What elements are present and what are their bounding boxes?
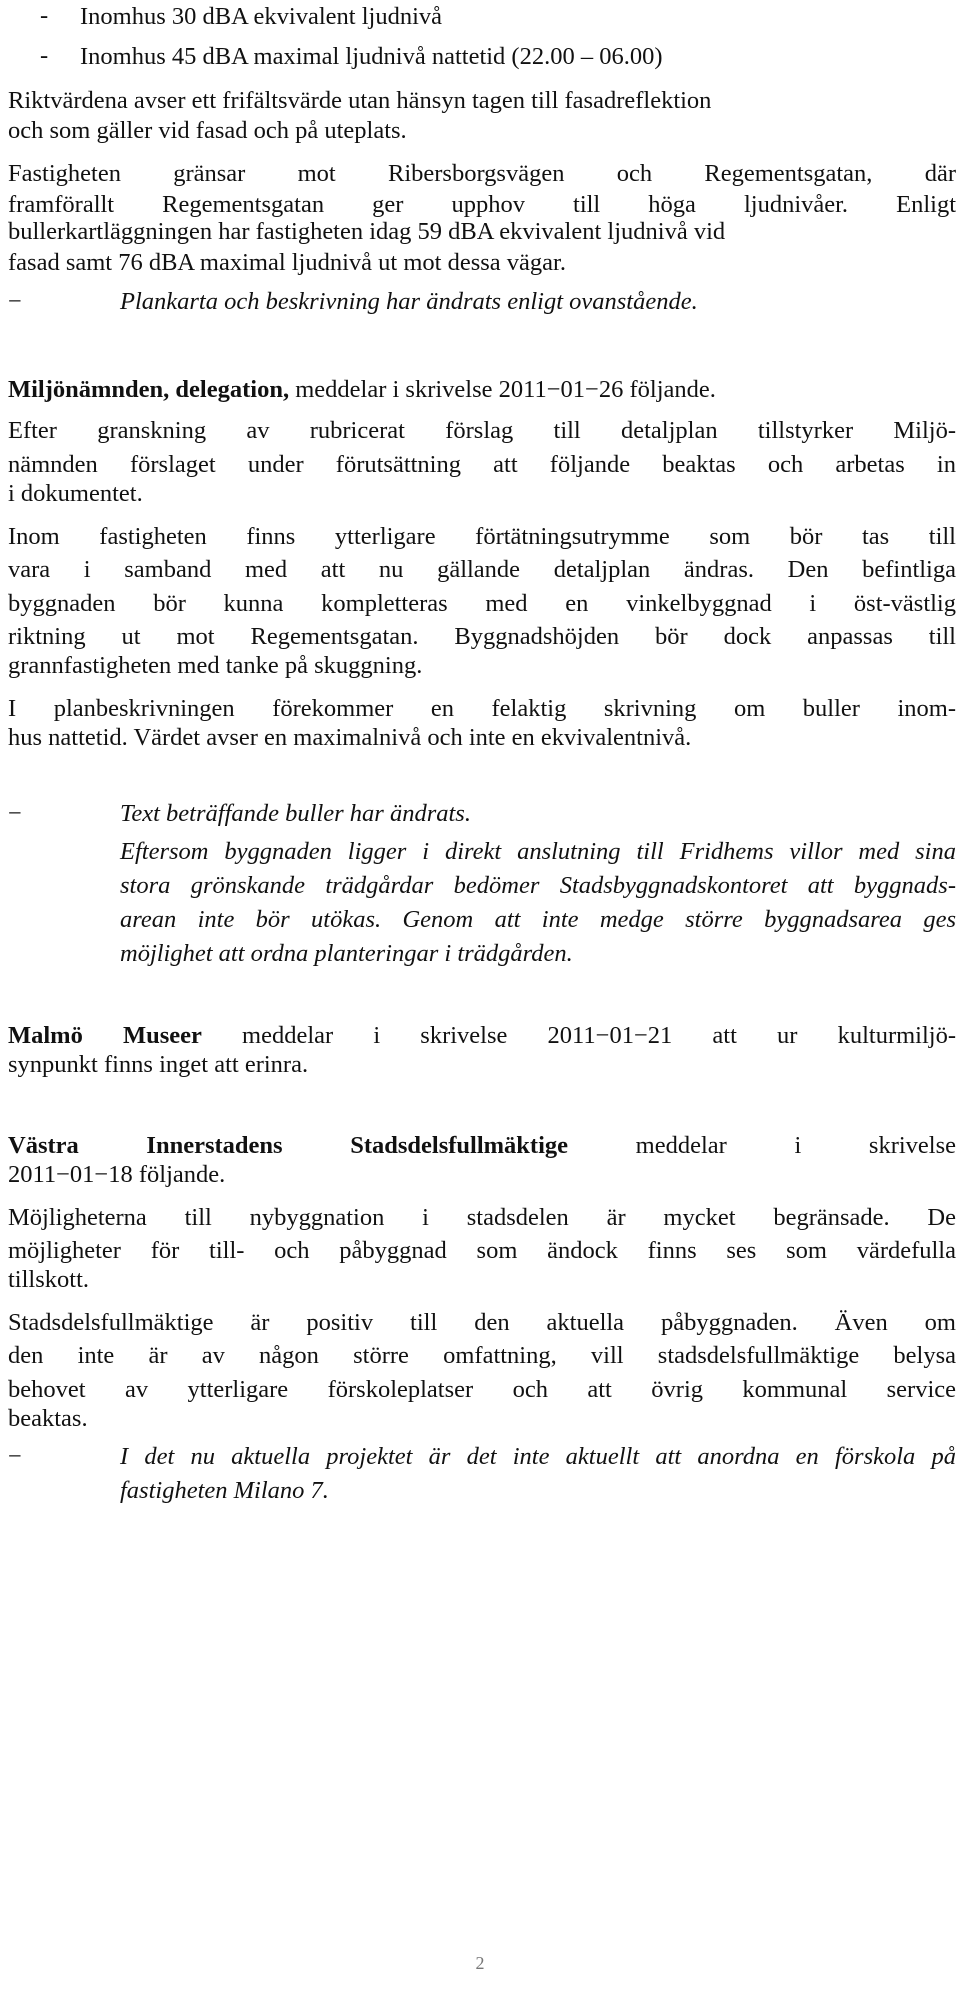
response-dash: − xyxy=(8,800,22,827)
response-text: I det nu aktuella projektet är det inte aktuellt att anordna en förskola på xyxy=(120,1443,956,1470)
response-dash: − xyxy=(8,288,22,315)
text-line: Riktvärdena avser ett frifältsvärde utan hänsyn tagen till fasadreflektion xyxy=(8,87,712,114)
heading-rest: meddelar i skrivelse xyxy=(568,1132,956,1159)
text-line: den inte är av någon större omfattning, vill stadsdelsfullmäktige belysa xyxy=(8,1342,956,1369)
response-text: möjlighet att ordna planteringar i trädgården. xyxy=(120,940,573,967)
text-line: och som gäller vid fasad och på uteplats. xyxy=(8,117,407,144)
text-line: nämnden förslaget under förutsättning att följande beaktas och arbetas in xyxy=(8,451,956,478)
list-dash: - xyxy=(40,2,49,29)
text-line: framförallt Regementsgatan ger upphov till höga ljudnivåer. Enligt xyxy=(8,191,956,218)
response-text: Text beträffande buller har ändrats. xyxy=(120,800,471,827)
page-number: 2 xyxy=(475,1953,485,1973)
text-line: vara i samband med att nu gällande detaljplan ändras. Den befintliga xyxy=(8,556,956,583)
text-line: fasad samt 76 dBA maximal ljudnivå ut mot dessa vägar. xyxy=(8,249,566,276)
response-text: fastigheten Milano 7. xyxy=(120,1477,329,1504)
text-line: riktning ut mot Regementsgatan. Byggnadshöjden bör dock anpassas till xyxy=(8,623,956,650)
text-line: Stadsdelsfullmäktige är positiv till den aktuella påbyggnaden. Även om xyxy=(8,1309,956,1336)
text-line: i dokumentet. xyxy=(8,480,143,507)
heading-bold: Malmö Museer xyxy=(8,1022,202,1049)
text-line: synpunkt finns inget att erinra. xyxy=(8,1051,309,1078)
response-text: stora grönskande trädgårdar bedömer Stadsbyggnadskontoret att byggnads- xyxy=(120,872,956,899)
text-line: Möjligheterna till nybyggnation i stadsdelen är mycket begränsade. De xyxy=(8,1204,956,1231)
section-heading xyxy=(8,375,716,405)
heading-rest: meddelar i skrivelse 2011−01−21 att ur kulturmiljö- xyxy=(201,1022,957,1049)
text-line: bullerkartläggningen har fastigheten idag 59 dBA ekvivalent ljudnivå vid xyxy=(8,218,726,245)
text-line: Efter granskning av rubricerat förslag till detaljplan tillstyrker Miljö- xyxy=(8,417,956,444)
response-text: Plankarta och beskrivning har ändrats enligt ovanstående. xyxy=(120,288,698,315)
heading-rest: meddelar i skrivelse 2011−01−26 följande. xyxy=(289,376,716,403)
heading-bold: Västra Innerstadens Stadsdelsfullmäktige xyxy=(8,1132,569,1159)
noise-limit-item: Inomhus 45 dBA maximal ljudnivå nattetid (22.00 – 06.00) xyxy=(80,43,663,70)
heading-bold: Miljönämnden, delegation, xyxy=(8,376,290,403)
section-heading xyxy=(8,1127,956,1164)
list-dash: - xyxy=(40,42,49,69)
response-text: Eftersom byggnaden ligger i direkt anslutning till Fridhems villor med sina xyxy=(120,838,956,865)
text-line: tillskott. xyxy=(8,1266,90,1293)
text-line: I planbeskrivningen förekommer en felaktig skrivning om buller inom- xyxy=(8,695,956,722)
response-dash: − xyxy=(8,1443,22,1470)
text-line: byggnaden bör kunna kompletteras med en vinkelbyggnad i öst-västlig xyxy=(8,590,956,617)
text-line: hus nattetid. Värdet avser en maximalnivå och inte en ekvivalentnivå. xyxy=(8,724,692,751)
text-line: 2011−01−18 följande. xyxy=(8,1161,226,1188)
text-line: beaktas. xyxy=(8,1405,88,1432)
noise-limit-item: Inomhus 30 dBA ekvivalent ljudnivå xyxy=(80,3,443,30)
text-line: Fastigheten gränsar mot Ribersborgsvägen och Regementsgatan, där xyxy=(8,160,956,187)
response-text: arean inte bör utökas. Genom att inte medge större byggnadsarea ges xyxy=(120,906,956,933)
text-line: behovet av ytterligare förskoleplatser och att övrig kommunal service xyxy=(8,1376,956,1403)
section-heading xyxy=(8,1017,956,1054)
text-line: Inom fastigheten finns ytterligare förtätningsutrymme som bör tas till xyxy=(8,523,956,550)
text-line: möjligheter för till- och påbyggnad som ändock finns ses som värdefulla xyxy=(8,1237,956,1264)
text-line: grannfastigheten med tanke på skuggning. xyxy=(8,652,423,679)
